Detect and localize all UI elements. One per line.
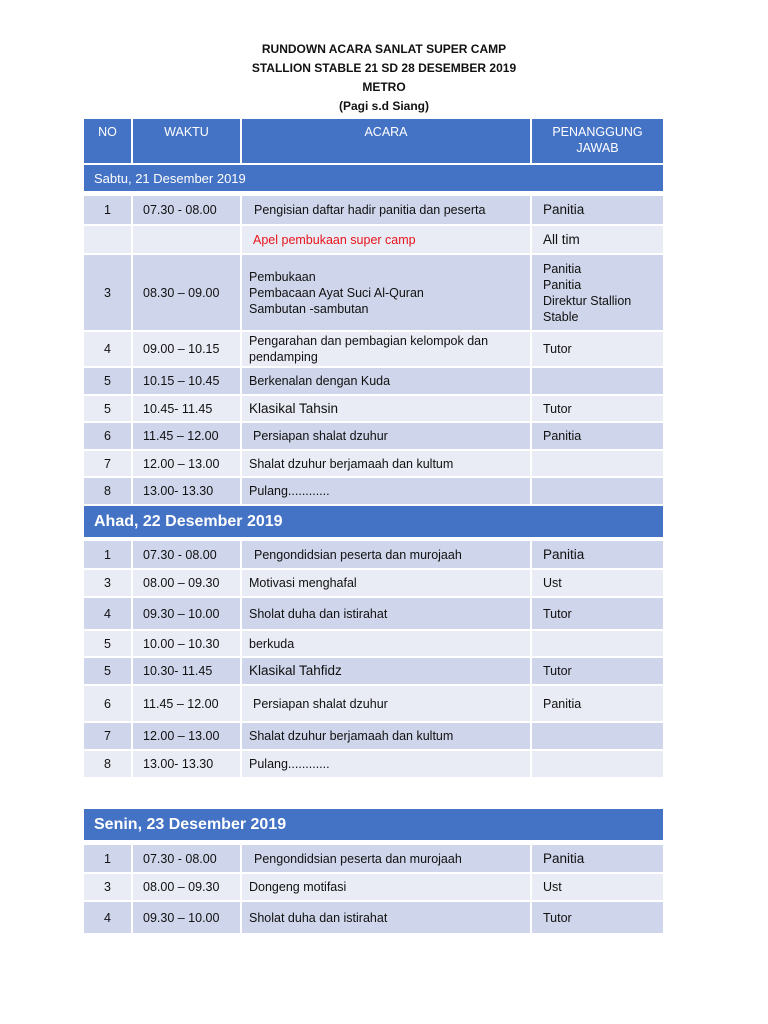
cell-no: 5 [84,658,131,684]
cell-no: 8 [84,751,131,777]
document-title [0,40,768,116]
table-row [84,255,663,330]
cell-no: 1 [84,845,131,872]
cell-pj [532,368,663,394]
cell-no: 3 [84,874,131,900]
cell-pj: Panitia [532,686,663,721]
cell-pj [532,255,663,330]
cell-waktu: 13.00- 13.30 [133,478,240,504]
cell-acara: Dongeng motifasi [242,874,530,900]
cell-pj: Panitia [532,541,663,568]
table-row [84,541,663,568]
cell-pj: Tutor [532,332,663,366]
day-band-sabtu: Sabtu, 21 Desember 2019 [84,165,663,191]
table-row [84,332,663,366]
title-line-4: (Pagi s.d Siang) [338,99,429,113]
table-row [84,598,663,629]
pj-line: Stable [543,309,579,324]
cell-pj: Ust [532,874,663,900]
cell-pj: Tutor [532,598,663,629]
cell-acara [242,255,530,330]
cell-waktu: 13.00- 13.30 [133,751,240,777]
cell-waktu [133,226,240,253]
cell-acara: Shalat dzuhur berjamaah dan kultum [242,723,530,749]
cell-pj: Tutor [532,396,663,421]
cell-waktu: 12.00 – 13.00 [133,451,240,476]
cell-waktu: 10.45- 11.45 [133,396,240,421]
cell-acara: Pengondidsian peserta dan murojaah [242,541,530,568]
table-row [84,874,663,900]
title-line-2: STALLION STABLE 21 SD 28 DESEMBER 2019 [251,61,517,75]
cell-no [84,226,131,253]
title-line-3: METRO [362,80,406,94]
day-band-senin: Senin, 23 Desember 2019 [84,809,663,840]
table-row [84,570,663,596]
table-row [84,845,663,872]
table-row [84,478,663,504]
cell-pj [532,631,663,656]
cell-waktu: 09.00 – 10.15 [133,332,240,366]
cell-pj [532,478,663,504]
cell-waktu: 11.45 – 12.00 [133,686,240,721]
acara-line: pendamping [249,350,318,364]
cell-pj: Tutor [532,658,663,684]
cell-waktu: 09.30 – 10.00 [133,598,240,629]
cell-no: 3 [84,570,131,596]
cell-waktu: 11.45 – 12.00 [133,423,240,449]
cell-acara: Berkenalan dengan Kuda [242,368,530,394]
cell-no: 5 [84,396,131,421]
table-header [84,119,663,163]
table-row [84,631,663,656]
cell-no: 4 [84,598,131,629]
table-row [84,751,663,777]
cell-acara: Pengondidsian peserta dan murojaah [242,845,530,872]
cell-no: 7 [84,723,131,749]
cell-acara: Pengisian daftar hadir panitia dan peserta [242,196,530,224]
header-no: NO [84,119,131,163]
cell-waktu: 07.30 - 08.00 [133,845,240,872]
cell-acara: Motivasi menghafal [242,570,530,596]
cell-acara [242,332,530,366]
day-band-ahad: Ahad, 22 Desember 2019 [84,506,663,537]
cell-waktu: 08.00 – 09.30 [133,874,240,900]
cell-acara: Shalat dzuhur berjamaah dan kultum [242,451,530,476]
cell-pj: Ust [532,570,663,596]
header-acara: ACARA [242,119,530,163]
cell-no: 8 [84,478,131,504]
table-row [84,686,663,721]
cell-waktu: 07.30 - 08.00 [133,196,240,224]
header-pj-line1: PENANGGUNG [552,125,643,139]
cell-no: 7 [84,451,131,476]
cell-pj [532,751,663,777]
cell-no: 4 [84,902,131,933]
table-row [84,658,663,684]
table-row [84,226,663,253]
cell-acara: Persiapan shalat dzuhur [242,423,530,449]
cell-acara: Pulang............ [242,478,530,504]
cell-pj [532,723,663,749]
pj-line: Direktur Stallion [543,293,632,308]
cell-waktu: 12.00 – 13.00 [133,723,240,749]
pj-line: Panitia [543,261,582,276]
cell-acara: Klasikal Tahsin [242,396,530,421]
cell-acara: berkuda [242,631,530,656]
table-row [84,902,663,933]
title-line-1: RUNDOWN ACARA SANLAT SUPER CAMP [261,42,507,56]
cell-waktu: 09.30 – 10.00 [133,902,240,933]
cell-pj: Panitia [532,845,663,872]
header-penanggung-jawab [532,119,663,163]
cell-acara: Klasikal Tahfidz [242,658,530,684]
header-waktu: WAKTU [133,119,240,163]
cell-acara: Pulang............ [242,751,530,777]
cell-pj: All tim [532,226,663,253]
cell-no: 1 [84,541,131,568]
cell-pj: Panitia [532,423,663,449]
acara-line: Pembacaan Ayat Suci Al-Quran [249,285,424,300]
cell-no: 3 [84,255,131,330]
cell-acara: Apel pembukaan super camp [242,226,530,253]
cell-no: 5 [84,368,131,394]
table-row [84,723,663,749]
cell-acara: Sholat duha dan istirahat [242,598,530,629]
cell-no: 5 [84,631,131,656]
cell-waktu: 07.30 - 08.00 [133,541,240,568]
table-row [84,368,663,394]
cell-pj: Tutor [532,902,663,933]
cell-acara: Persiapan shalat dzuhur [242,686,530,721]
cell-no: 6 [84,423,131,449]
header-pj-line2: JAWAB [576,141,619,155]
acara-line: Sambutan -sambutan [249,301,369,316]
cell-waktu: 10.15 – 10.45 [133,368,240,394]
cell-pj [532,451,663,476]
cell-acara: Sholat duha dan istirahat [242,902,530,933]
table-row [84,196,663,224]
cell-waktu: 08.30 – 09.00 [133,255,240,330]
cell-no: 1 [84,196,131,224]
table-row [84,451,663,476]
table-row [84,423,663,449]
acara-line: Pengarahan dan pembagian kelompok dan [249,334,489,348]
pj-line: Panitia [543,277,582,292]
cell-no: 6 [84,686,131,721]
cell-waktu: 08.00 – 09.30 [133,570,240,596]
table-row [84,396,663,421]
cell-pj: Panitia [532,196,663,224]
acara-line: Pembukaan [249,269,316,284]
cell-waktu: 10.00 – 10.30 [133,631,240,656]
cell-waktu: 10.30- 11.45 [133,658,240,684]
cell-no: 4 [84,332,131,366]
